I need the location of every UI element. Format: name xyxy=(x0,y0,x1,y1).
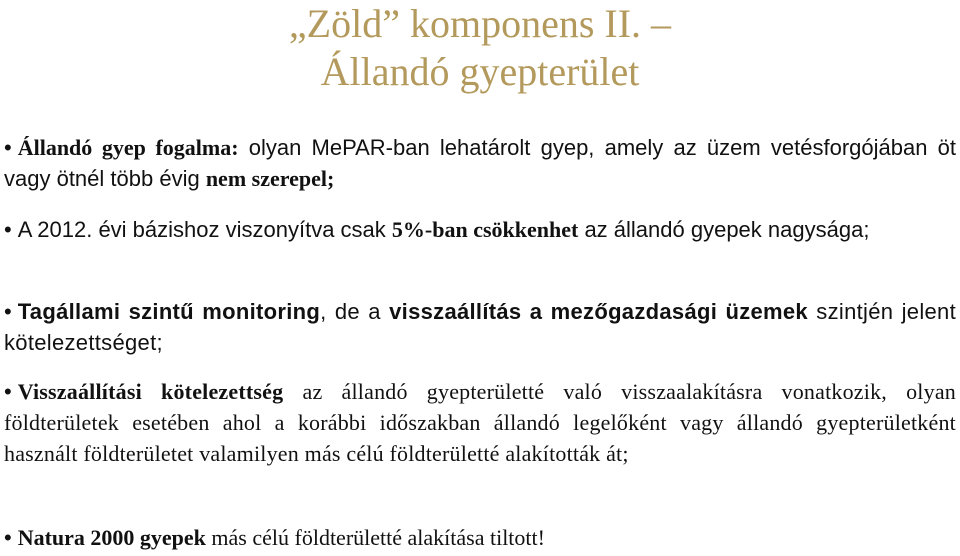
bullet-reduction-limit xyxy=(4,214,956,245)
slide-title-line-2: Állandó gyepterület xyxy=(320,49,640,94)
bullet-bold-term: Állandó gyep fogalma: xyxy=(17,135,239,160)
slide-title-line-1: „Zöld” komponens II. – xyxy=(288,1,672,46)
bullet-symbol: • xyxy=(4,217,12,242)
bullet-symbol: • xyxy=(4,135,12,160)
bullet-symbol: • xyxy=(4,379,12,404)
bullet-permanent-grassland-definition xyxy=(4,132,956,194)
bullet-bold-term: 5%-ban csökkenhet xyxy=(391,217,579,242)
bullet-symbol: • xyxy=(4,299,12,324)
bullet-text: az állandó gyepek nagysága; xyxy=(578,217,870,242)
bullet-text: más célú földterületté alakítása tiltott! xyxy=(205,525,545,550)
bullet-symbol: • xyxy=(4,525,12,550)
bullet-text: az állandó gyepterületté való visszaalakításra vonatkozik, olyan földterületek esetében ahol a korábbi időszakban állandó legelőként vagy állandó gyepterületként használt földterületet valamilyen más célú földterületté alakították át; xyxy=(4,379,956,466)
bullet-restoration-obligation xyxy=(4,376,956,469)
bullet-bold-term: Natura 2000 gyepek xyxy=(17,525,206,550)
bullet-monitoring xyxy=(4,296,956,358)
bullet-bold-term: Visszaállítási kötelezettség xyxy=(17,379,284,404)
bullet-natura-2000 xyxy=(4,522,956,553)
bullet-bold-term: visszaállítás a mezőgazdasági üzemek xyxy=(389,299,808,324)
bullet-text: , de a xyxy=(320,299,390,324)
bullet-text: olyan MePAR-ban lehatárolt gyep, amely az üzem vetésforgójában öt vagy ötnél több évig xyxy=(4,135,956,191)
bullet-text: szintjén jelent kötelezettséget; xyxy=(4,299,957,355)
bullet-text: A 2012. évi bázishoz viszonyítva csak xyxy=(17,217,392,242)
bullet-bold-term: nem szerepel; xyxy=(205,166,335,191)
bullet-bold-term: Tagállami szintű monitoring xyxy=(17,299,321,324)
